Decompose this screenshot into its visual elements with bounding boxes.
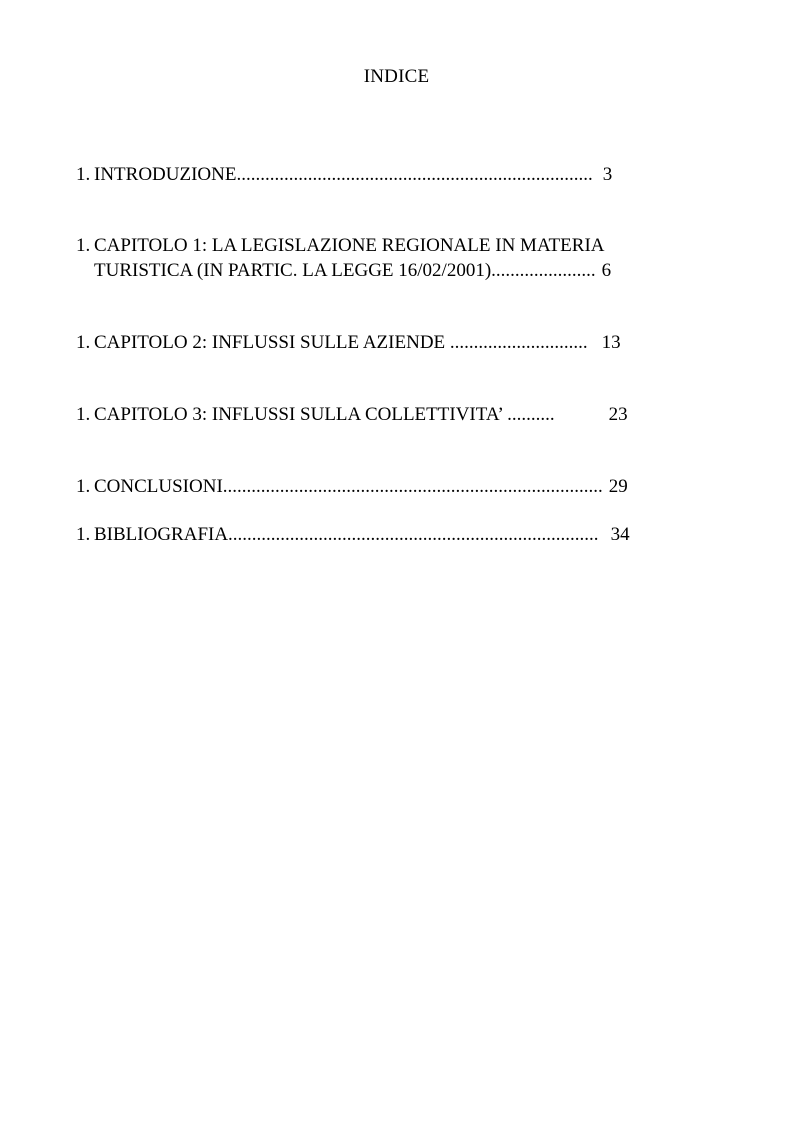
toc-entry-introduzione [76,162,612,187]
toc-entry-line [76,233,611,258]
toc-entry-page-number: 3 [602,164,613,185]
toc-entry-title: INTRODUZIONE........................................................................... [94,164,593,185]
toc-entry-page-number: 6 [601,260,612,281]
toc-entry-number: 1. [76,235,91,256]
toc-entry-line [76,522,630,547]
toc-entry-title-continuation: TURISTICA (IN PARTIC. LA LEGGE 16/02/2001)...................... [94,260,596,281]
toc-entry-capitolo-2 [76,330,621,355]
toc-entry-title: BIBLIOGRAFIA.............................................................................. [94,524,599,545]
toc-entry-bibliografia [76,522,630,547]
toc-entry-capitolo-1 [76,233,611,283]
toc-entry-page-number: 29 [608,476,628,497]
toc-entry-line-continuation [76,258,611,283]
toc-entry-number: 1. [76,332,91,353]
toc-entry-title: CONCLUSIONI................................................................................ [94,476,603,497]
toc-entry-page-number: 34 [610,524,630,545]
toc-entry-number: 1. [76,404,91,425]
toc-entry-page-number: 23 [608,404,628,425]
toc-entry-title: CAPITOLO 3: INFLUSSI SULLA COLLETTIVITA’ .......... [94,404,555,425]
toc-entry-title: CAPITOLO 2: INFLUSSI SULLE AZIENDE ............................. [94,332,588,353]
toc-entry-capitolo-3 [76,402,628,427]
toc-entry-line [76,402,628,427]
toc-entry-number: 1. [76,476,91,497]
page-title: INDICE [363,66,430,87]
toc-entry-conclusioni [76,474,628,499]
toc-entry-line [76,162,612,187]
toc-entry-page-number: 13 [601,332,621,353]
toc-entry-number: 1. [76,164,91,185]
toc-entry-title: CAPITOLO 1: LA LEGISLAZIONE REGIONALE IN MATERIA [94,235,605,256]
toc-entry-line [76,330,621,355]
toc-entry-number: 1. [76,524,91,545]
toc-entry-line [76,474,628,499]
